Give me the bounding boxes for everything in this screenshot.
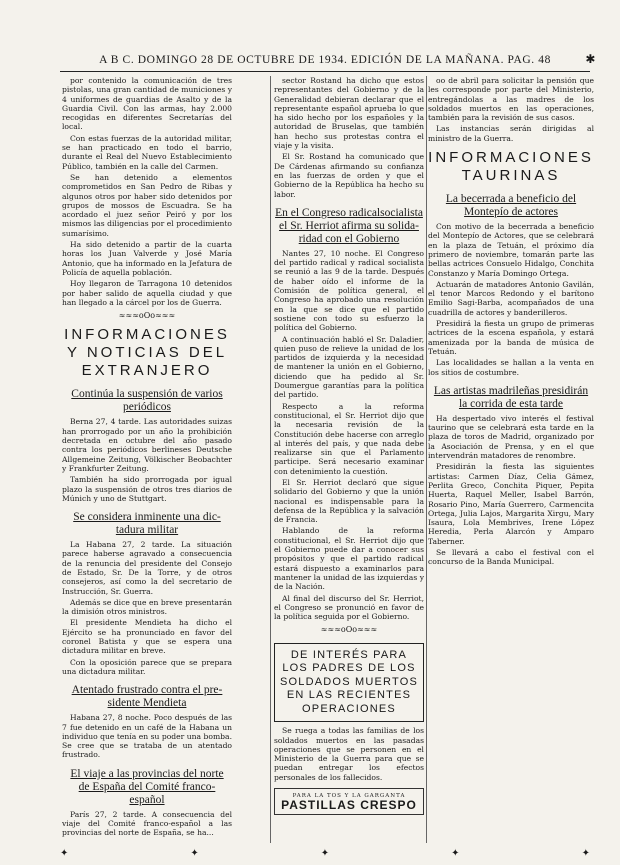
headline-line: La becerrada a beneficio del	[445, 193, 577, 206]
article-paragraph: Ha sido detenido a partir de la cuarta horas los Juan Valverde y José María Antonio, que ha informado en la Jefatura de Policía de aquella población.	[62, 240, 232, 277]
separator-ornament: ≈≈≈oOo≈≈≈	[320, 625, 378, 635]
article-paragraph: A continuación habló el Sr. Daladier, quien puso de relieve la unidad de los partidos de izquierda y la necesidad de mantener la unión en el Gobierno, diciendo que ha pedido al Sr. Doumergue garantías para la política del partido.	[274, 334, 424, 400]
footer-ornament-icon: ✦	[581, 848, 590, 859]
headline-line: de España del Comité franco-	[78, 780, 216, 793]
footer-ornament-icon: ✦	[320, 848, 330, 859]
headline	[274, 207, 424, 246]
article-paragraph: Presidirán la fiesta las siguientes artistas: Carmen Díaz, Celia Gámez, Perlita Greco, Conchita Piquer, Pepita Huerta, Raquel Meller, Isabel Barrón, Rosario Pino, María Guerrero, Carmencita Ortega, Julia Lajos, Margarita Xirgu, Mary Isaura, Lola Membrives, Irene López Heredia, Perla Alarcón y Amparo Taberner.	[428, 462, 594, 546]
article-paragraph: Con motivo de la becerrada a beneficio del Montepío de Actores, que se celebrará en la plaza de Tetuán, el próximo día primero de noviembre, tomarán parte las bellas actrices Consuelo Hidalgo, Conchita Constanzo y María Domingo Ortega.	[428, 222, 594, 278]
headline-line: Las artistas madrileñas presidirán	[433, 384, 589, 397]
headline-line: Atentado frustrado contra el pre-	[71, 684, 223, 697]
article-paragraph: por contenido la comunicación de tres pistolas, una gran cantidad de municiones y 4 uniformes de guardias de Asalto y de la Guardia Civil. Con las armas, hay 2.000 recogidas en diferentes Secretarías del local.	[62, 76, 232, 132]
footer-ornament-icon: ✦	[451, 848, 460, 859]
column-divider	[426, 76, 427, 843]
column-right	[428, 76, 594, 841]
headline-line: ridad con el Gobierno	[298, 232, 400, 245]
headline-line: Continúa la suspensión de varios	[71, 388, 223, 401]
column-left	[62, 76, 232, 841]
article-paragraph: Presidirá la fiesta un grupo de primeras actrices de la escena española, y estará amenizada por la banda de música de Tetuán.	[428, 319, 594, 356]
headline-line: tadura militar	[115, 524, 179, 537]
footer-ornament-icon: ✦	[60, 848, 69, 859]
article-paragraph: Respecto a la reforma constitucional, el Sr. Herriot dijo que la necesaria revisión de la Constitución debe hacerse con arreglo al interés del país, y que nada debe realizarse sin que el Parlamento participe. Será necesario examinar con detenimiento la cuestión.	[274, 401, 424, 476]
headline-line: sidente Mendieta	[107, 697, 187, 710]
article-paragraph: Se llevará a cabo el festival con el concurso de la Banda Municipal.	[428, 547, 594, 567]
page-header	[60, 52, 596, 70]
headline	[62, 768, 232, 807]
article-paragraph: Con estas fuerzas de la autoridad militar, se han practicado en todo el barrio, durante el Real del Nuevo Establecimiento Público, también en la calle del Carmen.	[62, 133, 232, 171]
article-paragraph: Las localidades se hallan a la venta en los sitios de costumbre.	[428, 358, 594, 377]
page-footer	[60, 848, 590, 859]
ad-tagline: PARA LA TOS Y LA GARGANTA	[292, 793, 406, 800]
article-paragraph: Habana 27, 8 noche. Poco después de las 7 fue detenido en un café de la Habana un individuo que tenía en su poder una bomba. Se cree que se trataba de un atentado frustrado.	[62, 713, 232, 760]
article-paragraph: El Sr. Herriot declaró que sigue solidario del Gobierno y que la unión nacional es indispensable para la defensa de la República y la salvación de Francia.	[274, 477, 424, 525]
headline	[428, 193, 594, 219]
section-title: INFORMACIONES Y NOTICIAS DEL EXTRANJERO	[64, 326, 230, 380]
article-paragraph: Berna 27, 4 tarde. Las autoridades suizas han prorrogado por un año la prohibición decretada en octubre del año pasado contra los periódicos berlineses Deutsche Allgemeine Zeitung, Völkischer Beobachter y Frankfurter Zeitung.	[62, 417, 232, 473]
header-title: A B C. DOMINGO 28 DE OCTUBRE DE 1934. EDICIÓN DE LA MAÑANA. PAG. 48	[99, 54, 551, 66]
article-paragraph: Se han detenido a elementos comprometidos en San Pedro de Ribas y algunos otros por haber sido detenidos por grupos de mossos de Escuadra. Se ha acordado el juez señor Peiró y por los mismos las diligencias por el procedimiento sumarísimo.	[62, 172, 232, 238]
article-paragraph: sector Rostand ha dicho que estos representantes del Gobierno y de la Generalidad debieran declarar que el representante español aprueba lo que ha sido hecho por los españoles y la autoridad de Bruselas, que también han hecho sus protestas contra el viaje y la visita.	[274, 76, 424, 151]
headline-line: periódicos	[123, 401, 171, 414]
header-rule	[60, 71, 590, 72]
column-divider	[270, 76, 271, 843]
article-paragraph: La Habana 27, 2 tarde. La situación parece haberse agravado a consecuencia de la renuncia del presidente del Consejo de Estado, Sr. De la Torre, y de otros consejeros, así como la del secretario de Instrucción, Sr. Guerra.	[62, 540, 232, 596]
article-paragraph: Con la oposición parece que se prepara una dictadura militar.	[62, 657, 232, 676]
section-title: INFORMACIONES TAURINAS	[428, 149, 594, 185]
headline-line: El viaje a las provincias del norte	[70, 767, 224, 780]
article-paragraph: Se ruega a todas las familias de los soldados muertos en las pasadas operaciones que se personen en el Ministerio de la Guerra para que se puedan entregar los efectos personales de los fallecidos.	[274, 726, 424, 782]
header-mark: ✱	[585, 52, 596, 66]
column-middle	[274, 76, 424, 841]
article-paragraph: El Sr. Rostand ha comunicado que De Cárdenas afirmando su confianza en las fuerzas de orden y que el Gobierno de la República ha hecho su labor.	[274, 152, 424, 199]
article-paragraph: Actuarán de matadores Antonio Gavilán, el tenor Marcos Redondo y el barítono Emilio Sagi-Barba, acompañados de una cuadrilla de actores y banderilleros.	[428, 279, 594, 317]
article-paragraph: Hoy llegaron de Tarragona 10 detenidos por haber salido de aquella ciudad y que han llegado a la cárcel por los de Guerra.	[62, 279, 232, 307]
notice-box-title: DE INTERÉS PARA LOS PADRES DE LOS SOLDADOS MUERTOS EN LAS RECIENTES OPERACIONES	[274, 643, 424, 723]
article-paragraph: Además se dice que en breve presentarán la dimisión otros ministros.	[62, 597, 232, 617]
article-paragraph: París 27, 2 tarde. A consecuencia del viaje del Comité franco-español a las provincias del norte de España, se ha...	[62, 809, 232, 838]
separator-ornament: ≈≈≈oOo≈≈≈	[118, 311, 176, 321]
headline	[62, 684, 232, 710]
headline-line: el Sr. Herriot afirma su solida-	[279, 219, 419, 232]
headline	[62, 511, 232, 537]
ad-brand: PASTILLAS CRESPO	[281, 798, 417, 813]
article-paragraph: Hablando de la reforma constitucional, el Sr. Herriot dijo que el Gobierno puede dar a conocer sus propósitos y que el partido radical estará dispuesto a examinarlos para mantener la unidad de las izquierdas y de la Nación.	[274, 526, 424, 592]
article-paragraph: Ha despertado vivo interés el festival taurino que se celebrará esta tarde en la plaza de toros de Madrid, organizado por la Asociación de Prensa, y en el que intervendrán matadores de renombre.	[428, 413, 594, 461]
headline-line: En el Congreso radicalsocialista	[275, 206, 423, 219]
footer-ornament-icon: ✦	[190, 848, 199, 859]
headline-line: Montepío de actores	[464, 206, 558, 219]
headline-line: español	[129, 793, 165, 806]
article-paragraph: Al final del discurso del Sr. Herriot, el Congreso se pronunció en favor de la política seguida por el Gobierno.	[274, 593, 424, 622]
headline	[62, 388, 232, 414]
article-paragraph: Las instancias serán dirigidas al ministro de la Guerra.	[428, 124, 594, 143]
article-paragraph: El presidente Mendieta ha dicho el Ejército se ha pronunciado en favor del coronel Batista y que se espera una dictadura militar en breve.	[62, 618, 232, 656]
article-paragraph: Nantes 27, 10 noche. El Congreso del partido radical y radical socialista se reunió a las 9 de la tarde. Después de haber oído el informe de la Comisión de política general, el Congreso ha aprobado una resolución en la que se dice que el partido sostiene con todo su esfuerzo la política del Gobierno.	[274, 248, 424, 333]
headline-line: la corrida de esta tarde	[458, 397, 564, 410]
headline-line: Se considera inminente una dic-	[73, 511, 221, 524]
article-paragraph: También ha sido prorrogada por igual plazo la suspensión de otros tres diarios de Múnich y uno de Stuttgart.	[62, 475, 232, 503]
article-paragraph: oo de abril para solicitar la pensión que les corresponde por parte del Ministerio, entregándolas a las madres de los soldados muertos en las operaciones, también para la revisión de sus casos.	[428, 76, 594, 123]
advertisement	[274, 788, 424, 815]
headline	[428, 385, 594, 411]
